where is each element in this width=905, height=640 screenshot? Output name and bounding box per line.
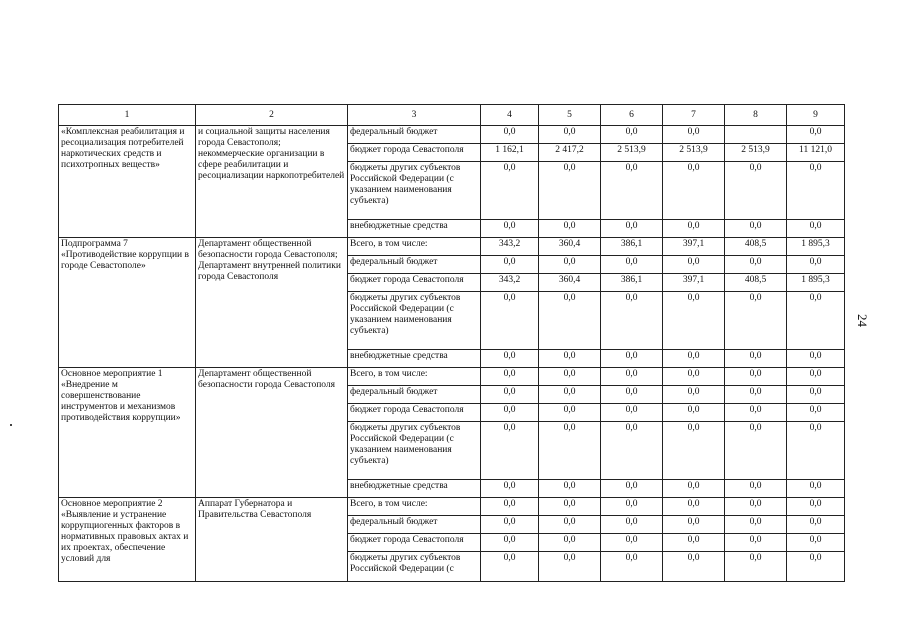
amount-cell: 0,0 [725, 404, 787, 422]
amount-cell: 0,0 [787, 256, 845, 274]
table-row [59, 498, 845, 516]
amount-cell: 0,0 [787, 220, 845, 238]
amount-cell: 0,0 [481, 350, 539, 368]
funding-source-cell: Всего, в том числе: [348, 238, 481, 256]
amount-cell: 360,4 [539, 274, 601, 292]
amount-cell: 0,0 [787, 162, 845, 220]
table-row [59, 238, 845, 256]
amount-cell: 0,0 [481, 256, 539, 274]
amount-cell: 0,0 [539, 534, 601, 552]
header-row [59, 105, 845, 126]
amount-cell: 386,1 [601, 274, 663, 292]
amount-cell [725, 126, 787, 144]
amount-cell: 0,0 [539, 220, 601, 238]
amount-cell: 0,0 [725, 534, 787, 552]
amount-cell: 0,0 [481, 162, 539, 220]
amount-cell: 0,0 [601, 126, 663, 144]
col-header: 5 [539, 105, 601, 126]
amount-cell: 0,0 [601, 256, 663, 274]
funding-source-cell: бюджеты других субъектов Российской Федерации (с [348, 552, 481, 582]
amount-cell: 0,0 [481, 368, 539, 386]
amount-cell: 0,0 [787, 386, 845, 404]
amount-cell: 0,0 [601, 162, 663, 220]
amount-cell: 0,0 [725, 220, 787, 238]
program-name-cell: Подпрограмма 7 «Противодействие коррупции в городе Севастополе» [59, 238, 196, 368]
funding-source-cell: федеральный бюджет [348, 126, 481, 144]
amount-cell: 0,0 [663, 498, 725, 516]
amount-cell: 0,0 [725, 552, 787, 582]
amount-cell: 0,0 [539, 386, 601, 404]
amount-cell: 0,0 [601, 386, 663, 404]
amount-cell: 0,0 [539, 292, 601, 350]
amount-cell: 397,1 [663, 238, 725, 256]
amount-cell: 0,0 [787, 498, 845, 516]
amount-cell: 11 121,0 [787, 144, 845, 162]
amount-cell: 0,0 [601, 350, 663, 368]
amount-cell: 0,0 [539, 422, 601, 480]
amount-cell: 0,0 [601, 534, 663, 552]
amount-cell: 0,0 [481, 404, 539, 422]
amount-cell: 0,0 [725, 498, 787, 516]
amount-cell: 0,0 [787, 126, 845, 144]
table-row [59, 126, 845, 144]
executor-cell: Департамент общественной безопасности города Севастополя [196, 368, 348, 498]
amount-cell: 343,2 [481, 274, 539, 292]
amount-cell: 2 513,9 [601, 144, 663, 162]
col-header: 1 [59, 105, 196, 126]
amount-cell: 0,0 [481, 292, 539, 350]
amount-cell: 0,0 [787, 404, 845, 422]
page-number: 24 [855, 314, 870, 327]
amount-cell: 0,0 [663, 350, 725, 368]
amount-cell: 0,0 [663, 422, 725, 480]
amount-cell: 0,0 [539, 480, 601, 498]
col-header: 7 [663, 105, 725, 126]
amount-cell: 0,0 [725, 368, 787, 386]
amount-cell: 343,2 [481, 238, 539, 256]
table-row [59, 368, 845, 386]
amount-cell: 0,0 [539, 498, 601, 516]
amount-cell: 0,0 [725, 256, 787, 274]
funding-source-cell: бюджеты других субъектов Российской Федерации (с указанием наименования субъекта) [348, 162, 481, 220]
amount-cell: 0,0 [539, 162, 601, 220]
amount-cell: 0,0 [601, 498, 663, 516]
amount-cell: 397,1 [663, 274, 725, 292]
amount-cell: 0,0 [663, 534, 725, 552]
amount-cell: 0,0 [787, 552, 845, 582]
amount-cell: 0,0 [725, 162, 787, 220]
amount-cell: 0,0 [539, 368, 601, 386]
funding-source-cell: бюджет города Севастополя [348, 534, 481, 552]
amount-cell: 0,0 [481, 386, 539, 404]
amount-cell: 0,0 [663, 368, 725, 386]
amount-cell: 0,0 [725, 386, 787, 404]
amount-cell: 1 895,3 [787, 274, 845, 292]
funding-source-cell: бюджет города Севастополя [348, 274, 481, 292]
amount-cell: 0,0 [787, 368, 845, 386]
executor-cell: и социальной защиты населения города Севастополя; некоммерческие организации в сфере реабилитации и ресоциализации наркопотребителей [196, 126, 348, 238]
col-header: 9 [787, 105, 845, 126]
amount-cell: 0,0 [725, 516, 787, 534]
amount-cell: 0,0 [481, 498, 539, 516]
funding-source-cell: федеральный бюджет [348, 256, 481, 274]
col-header: 4 [481, 105, 539, 126]
program-name-cell: Основное мероприятие 1 «Внедрение м совершенствование инструментов и механизмов противодействия коррупции» [59, 368, 196, 498]
program-name-cell: «Комплексная реабилитация и ресоциализация потребителей наркотических средств и психотропных веществ» [59, 126, 196, 238]
amount-cell: 386,1 [601, 238, 663, 256]
funding-table [58, 104, 845, 582]
funding-source-cell: федеральный бюджет [348, 386, 481, 404]
executor-cell: Департамент общественной безопасности города Севастополя; Департамент внутренней политики города Севастополя [196, 238, 348, 368]
amount-cell: 0,0 [539, 404, 601, 422]
amount-cell: 0,0 [787, 292, 845, 350]
amount-cell: 0,0 [601, 404, 663, 422]
amount-cell: 1 895,3 [787, 238, 845, 256]
col-header: 8 [725, 105, 787, 126]
funding-source-cell: внебюджетные средства [348, 220, 481, 238]
amount-cell: 408,5 [725, 274, 787, 292]
amount-cell: 360,4 [539, 238, 601, 256]
amount-cell: 0,0 [601, 368, 663, 386]
amount-cell: 0,0 [481, 516, 539, 534]
funding-source-cell: бюджет города Севастополя [348, 144, 481, 162]
amount-cell: 0,0 [725, 422, 787, 480]
amount-cell: 0,0 [663, 516, 725, 534]
amount-cell: 0,0 [787, 534, 845, 552]
amount-cell: 2 513,9 [725, 144, 787, 162]
amount-cell: 0,0 [725, 480, 787, 498]
amount-cell: 0,0 [787, 516, 845, 534]
col-header: 3 [348, 105, 481, 126]
amount-cell: 0,0 [539, 126, 601, 144]
amount-cell: 0,0 [663, 404, 725, 422]
funding-source-cell: внебюджетные средства [348, 480, 481, 498]
amount-cell: 0,0 [601, 516, 663, 534]
col-header: 2 [196, 105, 348, 126]
scan-speck [10, 424, 12, 426]
amount-cell: 0,0 [725, 292, 787, 350]
amount-cell: 0,0 [663, 220, 725, 238]
amount-cell: 0,0 [481, 534, 539, 552]
amount-cell: 0,0 [539, 256, 601, 274]
funding-source-cell: бюджеты других субъектов Российской Федерации (с указанием наименования субъекта) [348, 422, 481, 480]
amount-cell: 0,0 [539, 552, 601, 582]
amount-cell: 0,0 [601, 220, 663, 238]
funding-source-cell: бюджеты других субъектов Российской Федерации (с указанием наименования субъекта) [348, 292, 481, 350]
amount-cell: 0,0 [725, 350, 787, 368]
amount-cell: 0,0 [601, 480, 663, 498]
amount-cell: 0,0 [481, 422, 539, 480]
amount-cell: 0,0 [539, 350, 601, 368]
amount-cell: 0,0 [663, 552, 725, 582]
funding-source-cell: Всего, в том числе: [348, 368, 481, 386]
funding-source-cell: внебюджетные средства [348, 350, 481, 368]
amount-cell: 0,0 [539, 516, 601, 534]
amount-cell: 408,5 [725, 238, 787, 256]
amount-cell: 0,0 [663, 480, 725, 498]
amount-cell: 1 162,1 [481, 144, 539, 162]
amount-cell: 0,0 [787, 480, 845, 498]
amount-cell: 2 417,2 [539, 144, 601, 162]
funding-source-cell: Всего, в том числе: [348, 498, 481, 516]
amount-cell: 0,0 [663, 256, 725, 274]
amount-cell: 0,0 [601, 552, 663, 582]
executor-cell: Аппарат Губернатора и Правительства Севастополя [196, 498, 348, 582]
amount-cell: 0,0 [787, 422, 845, 480]
amount-cell: 0,0 [663, 292, 725, 350]
amount-cell: 0,0 [481, 126, 539, 144]
amount-cell: 0,0 [663, 386, 725, 404]
col-header: 6 [601, 105, 663, 126]
funding-source-cell: федеральный бюджет [348, 516, 481, 534]
funding-source-cell: бюджет города Севастополя [348, 404, 481, 422]
amount-cell: 0,0 [481, 552, 539, 582]
program-name-cell: Основное мероприятие 2 «Выявление и устранение коррупциогенных факторов в нормативных правовых актах и их проектах, обеспечение условий для [59, 498, 196, 582]
amount-cell: 0,0 [601, 422, 663, 480]
amount-cell: 0,0 [481, 220, 539, 238]
amount-cell: 2 513,9 [663, 144, 725, 162]
amount-cell: 0,0 [787, 350, 845, 368]
amount-cell: 0,0 [601, 292, 663, 350]
amount-cell: 0,0 [663, 126, 725, 144]
amount-cell: 0,0 [481, 480, 539, 498]
amount-cell: 0,0 [663, 162, 725, 220]
